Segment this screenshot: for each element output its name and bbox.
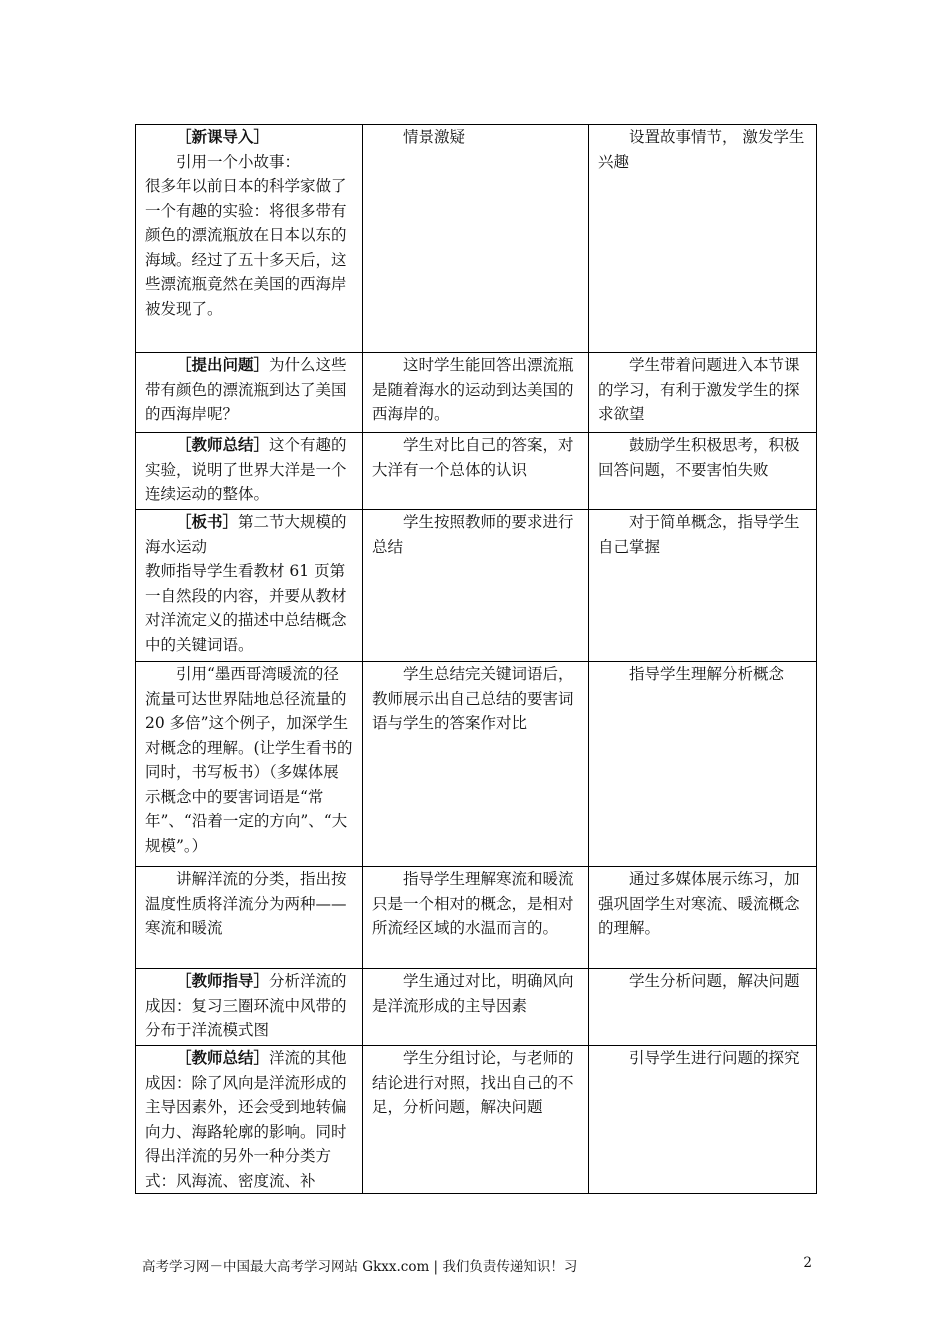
- table-row: [136, 125, 817, 353]
- cell-text: 教师指导学生看教材 61 页第一自然段的内容，并要从教材对洋流定义的描述中总结概念中的关键词语。: [145, 562, 347, 654]
- lesson-plan-table: [135, 124, 817, 1194]
- table-row: [136, 510, 817, 662]
- section-tag: ［板书］: [176, 512, 239, 531]
- cell-text: 讲解洋流的分类，指出按温度性质将洋流分为两种——寒流和暖流: [145, 870, 347, 937]
- table-row: [136, 353, 817, 433]
- teacher-activity-cell: [136, 125, 363, 353]
- section-tag: ［教师总结］: [176, 1048, 270, 1067]
- design-intent-cell: 通过多媒体展示练习，加强巩固学生对寒流、暖流概念的理解。: [589, 867, 817, 969]
- student-activity-cell: 学生分组讨论，与老师的结论进行对照，找出自己的不足，分析问题，解决问题: [363, 1046, 589, 1194]
- section-tag: ［新课导入］: [176, 127, 270, 146]
- cell-text: 引用一个小故事：: [176, 152, 301, 171]
- table-row: [136, 662, 817, 867]
- table-row: [136, 433, 817, 510]
- design-intent-cell: 学生分析问题，解决问题: [589, 969, 817, 1046]
- section-tag: ［教师指导］: [176, 971, 270, 990]
- student-activity-cell: 学生总结完关键词语后，教师展示出自己总结的要害词语与学生的答案作对比: [363, 662, 589, 867]
- table-row: [136, 969, 817, 1046]
- design-intent-cell: 指导学生理解分析概念: [589, 662, 817, 867]
- design-intent-cell: 鼓励学生积极思考，积极回答问题，不要害怕失败: [589, 433, 817, 510]
- cell-text: 引用“墨西哥湾暖流的径流量可达世界陆地总径流量的 20 多倍”这个例子，加深学生对概念的理解。(让学生看书的同时，书写板书）（多媒体展示概念中的要害词语是“常年”、“沿着一定的方向”、“大规模”。）: [145, 665, 353, 855]
- design-intent-cell: 设置故事情节， 激发学生兴趣: [589, 125, 817, 353]
- student-activity-cell: 学生通过对比，明确风向是洋流形成的主导因素: [363, 969, 589, 1046]
- student-activity-cell: 学生按照教师的要求进行总结: [363, 510, 589, 662]
- design-intent-cell: 学生带着问题进入本节课的学习，有利于激发学生的探求欲望: [589, 353, 817, 433]
- footer-text: 高考学习网－中国最大高考学习网站 Gkxx.com | 我们负责传递知识！习: [142, 1259, 578, 1275]
- student-activity-cell: 这时学生能回答出漂流瓶是随着海水的运动到达美国的西海岸的。: [363, 353, 589, 433]
- teacher-activity-cell: [136, 867, 363, 969]
- table-row: [136, 867, 817, 969]
- page-number: 2: [803, 1255, 812, 1271]
- design-intent-cell: 对于简单概念，指导学生自己掌握: [589, 510, 817, 662]
- student-activity-cell: 情景激疑: [363, 125, 589, 353]
- section-tag: ［教师总结］: [176, 435, 270, 454]
- student-activity-cell: 指导学生理解寒流和暖流只是一个相对的概念，是相对所流经区域的水温而言的。: [363, 867, 589, 969]
- teacher-activity-cell: ［提出问题］为什么这些带有颜色的漂流瓶到达了美国的西海岸呢？: [136, 353, 363, 433]
- teacher-activity-cell: ［板书］第二节大规模的海水运动 教师指导学生看教材 61 页第一自然段的内容，并要从教材对洋流定义的描述中总结概念中的关键词语。: [136, 510, 363, 662]
- table-row: [136, 1046, 817, 1194]
- teacher-activity-cell: ［教师指导］分析洋流的成因：复习三圈环流中风带的分布于洋流模式图: [136, 969, 363, 1046]
- section-tag: ［提出问题］: [176, 355, 270, 374]
- student-activity-cell: 学生对比自己的答案，对大洋有一个总体的认识: [363, 433, 589, 510]
- design-intent-cell: 引导学生进行问题的探究: [589, 1046, 817, 1194]
- teacher-activity-cell: ［教师总结］这个有趣的实验，说明了世界大洋是一个连续运动的整体。: [136, 433, 363, 510]
- teacher-activity-cell: [136, 662, 363, 867]
- teacher-activity-cell: ［教师总结］洋流的其他成因：除了风向是洋流形成的主导因素外，还会受到地转偏向力、海路轮廓的影响。同时得出洋流的另外一种分类方式：风海流、密度流、补: [136, 1046, 363, 1194]
- cell-text: 很多年以前日本的科学家做了一个有趣的实验：将很多带有颜色的漂流瓶放在日本以东的海域。经过了五十多天后，这些漂流瓶竟然在美国的西海岸被发现了。: [145, 177, 347, 318]
